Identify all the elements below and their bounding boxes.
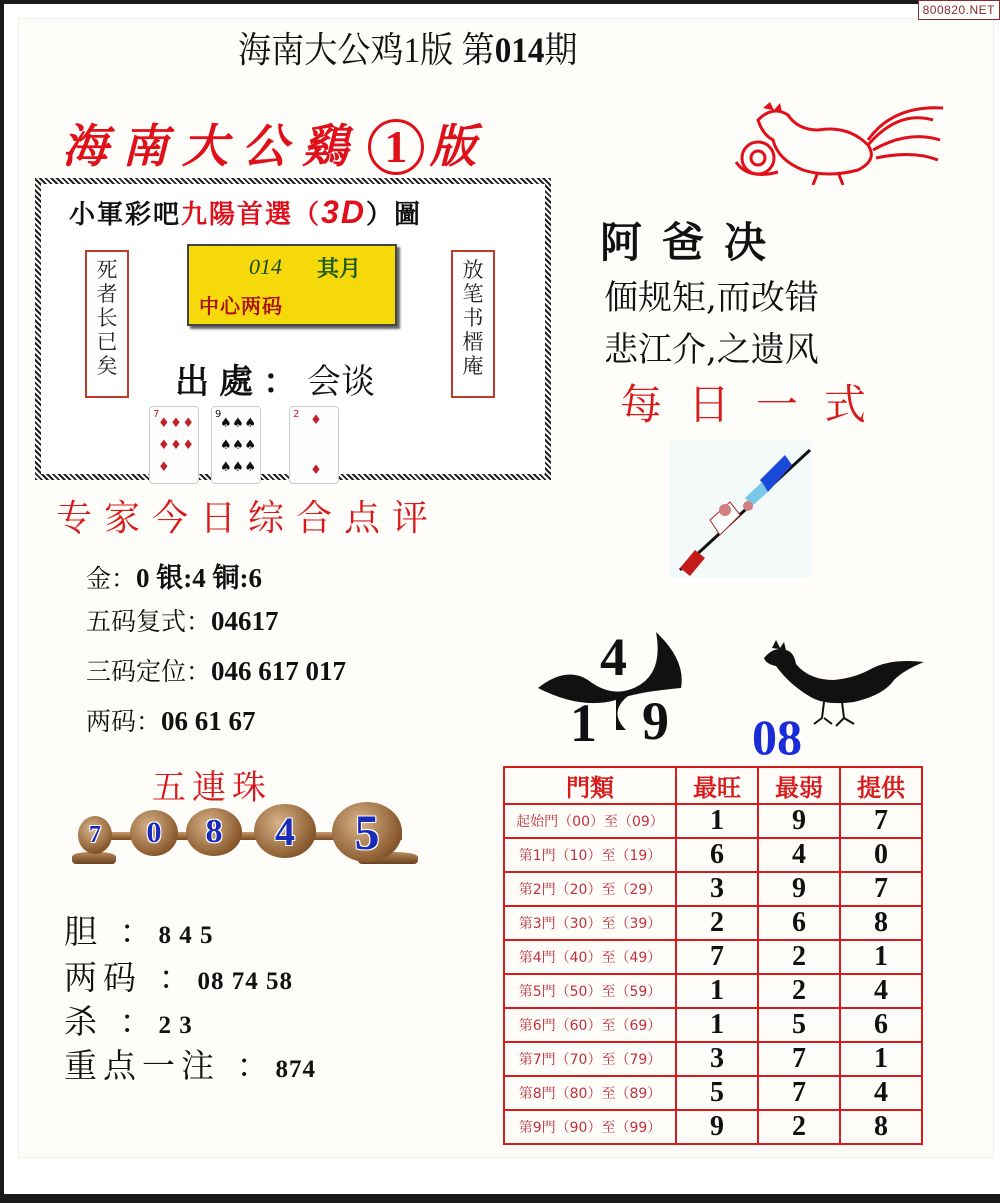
- playing-card-7-diamonds: [149, 406, 199, 484]
- row-label: 第3門（30）至（39）: [504, 906, 676, 940]
- door-category-table: [503, 766, 923, 1145]
- cartoon-illustration-icon: [670, 440, 812, 578]
- table-header-row: [504, 767, 922, 804]
- site-watermark: 800820.NET: [918, 0, 1000, 20]
- table-row: [504, 906, 922, 940]
- stat-label: 五码复式：: [86, 607, 212, 636]
- cell-hot: 2: [676, 906, 758, 940]
- source-line: [175, 354, 375, 403]
- verse-char: 榗: [462, 330, 484, 354]
- cell-hot: 5: [676, 1076, 758, 1110]
- five-code-line: [86, 602, 279, 638]
- yellow-center-two-code-box: [187, 244, 397, 326]
- pick-value: 08 74 58: [197, 968, 293, 995]
- cell-give: 1: [840, 940, 922, 974]
- verse-char: 长: [96, 306, 118, 330]
- verse-char: 放: [462, 258, 484, 282]
- stat-label: 两码：: [86, 707, 162, 736]
- source-value: 会谈: [307, 362, 375, 402]
- card-rank: 9: [215, 409, 222, 420]
- playing-card-9-spades: [211, 406, 261, 484]
- blue-lucky-number: 08: [752, 709, 802, 765]
- bead-digit: 4: [254, 804, 316, 858]
- row-label: 第9門（90）至（99）: [504, 1110, 676, 1144]
- table-row: [504, 804, 922, 838]
- cell-hot: 7: [676, 940, 758, 974]
- row-label: 第6門（60）至（69）: [504, 1008, 676, 1042]
- brand-suffix: 版: [430, 119, 490, 173]
- box3d-title-red: 九陽首選（: [181, 200, 322, 230]
- spade-pips-icon: ♠ ♠ ♠ ♠ ♠ ♠ ♠ ♠ ♠: [220, 416, 256, 475]
- pick-value: 2 3: [158, 1012, 193, 1039]
- col-header-hot: 最旺: [676, 767, 758, 804]
- col-header-give: 提供: [840, 767, 922, 804]
- poem-line-1: 偭规矩,而改错: [604, 278, 819, 318]
- cell-hot: 6: [676, 838, 758, 872]
- pick-key-bet: [64, 1040, 316, 1087]
- yellow-issue: 014: [249, 254, 282, 279]
- cell-hot: 1: [676, 974, 758, 1008]
- pick-dan: [64, 906, 214, 953]
- box3d-title: [69, 194, 422, 231]
- poem-line-2: 悲江介,之遗风: [604, 330, 819, 370]
- row-label: 第5門（50）至（59）: [504, 974, 676, 1008]
- stat-value: 06 61 67: [161, 706, 256, 736]
- issue-number: 014: [494, 30, 545, 70]
- pick-value: 8 4 5: [158, 922, 214, 949]
- stat-value: 046 617 017: [211, 656, 347, 686]
- three-code-line: [86, 652, 346, 688]
- cell-hot: 3: [676, 872, 758, 906]
- cell-give: 7: [840, 804, 922, 838]
- curve-number-left: 1: [570, 693, 597, 753]
- 3d-selection-box: [35, 178, 551, 480]
- cell-give: 8: [840, 1110, 922, 1144]
- cell-give: 6: [840, 1008, 922, 1042]
- cell-cold: 5: [758, 1008, 840, 1042]
- table-row: [504, 1008, 922, 1042]
- row-label: 第8門（80）至（89）: [504, 1076, 676, 1110]
- card-rank: 7: [153, 409, 160, 420]
- cell-cold: 6: [758, 906, 840, 940]
- cell-cold: 2: [758, 940, 840, 974]
- table-row: [504, 872, 922, 906]
- verse-char: 矣: [96, 354, 118, 378]
- playing-card-2-diamonds: [289, 406, 339, 484]
- bead-digit: 7: [78, 816, 112, 854]
- right-vertical-verse: [451, 250, 495, 398]
- cell-cold: 2: [758, 1110, 840, 1144]
- verse-char: 书: [462, 306, 484, 330]
- cell-give: 4: [840, 1076, 922, 1110]
- box3d-title-3d: 3D: [321, 194, 366, 230]
- source-label: 出處：: [175, 362, 307, 402]
- cell-cold: 2: [758, 974, 840, 1008]
- pick-kill: [64, 996, 193, 1043]
- box3d-title-end: ）圖: [365, 200, 422, 230]
- box3d-title-black: 小軍彩吧: [69, 200, 182, 230]
- verse-char: 死: [96, 258, 118, 282]
- yellow-qi: 其月: [317, 256, 362, 282]
- red-papercut-rooster-icon: [718, 100, 948, 185]
- cell-give: 4: [840, 974, 922, 1008]
- row-label: 第1門（10）至（19）: [504, 838, 676, 872]
- right-panel-heading: 阿爸决: [600, 218, 787, 267]
- verse-char: 者: [96, 282, 118, 306]
- brand-title: [62, 110, 490, 176]
- bead-digit: 0: [130, 810, 178, 856]
- stat-label: 金：: [86, 564, 137, 593]
- row-label: 第2門（20）至（29）: [504, 872, 676, 906]
- table-row: [504, 1042, 922, 1076]
- stat-value: 04617: [211, 606, 279, 636]
- pick-two-code: [64, 952, 293, 999]
- row-label: 第7門（70）至（79）: [504, 1042, 676, 1076]
- medal-line: [86, 556, 262, 595]
- bead-digit: 8: [186, 808, 242, 856]
- diamond-pips-icon: ♦ ♦: [310, 413, 322, 478]
- brand-circle-number: 1: [368, 119, 424, 175]
- stat-label: 三码定位：: [86, 657, 212, 686]
- pick-label: 两码 ：: [64, 958, 198, 997]
- cell-give: 7: [840, 872, 922, 906]
- verse-char: 已: [96, 330, 118, 354]
- cell-cold: 7: [758, 1042, 840, 1076]
- curve-number-right: 9: [642, 691, 669, 751]
- daily-formula-title: 每日一式: [620, 380, 893, 429]
- card-rank: 2: [293, 409, 300, 420]
- col-header-category: 門類: [504, 767, 676, 804]
- brand-name: 海南大公鷄: [62, 119, 362, 173]
- verse-char: 庵: [462, 354, 484, 378]
- verse-char: 笔: [462, 282, 484, 306]
- cell-hot: 1: [676, 804, 758, 838]
- table-row: [504, 974, 922, 1008]
- row-label: 第4門（40）至（49）: [504, 940, 676, 974]
- page-title: [238, 22, 578, 73]
- cell-give: 1: [840, 1042, 922, 1076]
- row-label: 起始門（00）至（09）: [504, 804, 676, 838]
- col-header-cold: 最弱: [758, 767, 840, 804]
- bead-digit: 5: [332, 802, 402, 862]
- cell-hot: 1: [676, 1008, 758, 1042]
- cell-cold: 9: [758, 804, 840, 838]
- five-beads-title: 五連珠: [152, 768, 272, 808]
- yellow-label: 中心两码: [199, 294, 283, 318]
- two-code-line: [86, 702, 256, 738]
- pick-label: 重点一注 ：: [64, 1046, 276, 1085]
- five-beads-graphic: [72, 802, 422, 872]
- diamond-pips-icon: ♦ ♦ ♦ ♦ ♦ ♦ ♦: [158, 416, 194, 475]
- table-row: [504, 838, 922, 872]
- table-row: [504, 1110, 922, 1144]
- cell-give: 0: [840, 838, 922, 872]
- cell-give: 8: [840, 906, 922, 940]
- expert-review-title: 专家今日综合点评: [56, 498, 441, 539]
- title-suffix: 期: [544, 30, 578, 70]
- table-row: [504, 1076, 922, 1110]
- pick-value: 874: [275, 1056, 316, 1083]
- pick-label: 杀 ：: [64, 1002, 159, 1041]
- table-row: [504, 940, 922, 974]
- curve-number-top: 4: [600, 627, 627, 687]
- cell-cold: 4: [758, 838, 840, 872]
- cell-hot: 9: [676, 1110, 758, 1144]
- pick-label: 胆 ：: [64, 912, 159, 951]
- title-prefix: 海南大公鸡1版 第: [238, 30, 495, 70]
- cell-cold: 9: [758, 872, 840, 906]
- cell-cold: 7: [758, 1076, 840, 1110]
- stat-value: 0 银:4 铜:6: [136, 563, 262, 593]
- left-vertical-verse: [85, 250, 129, 398]
- cell-hot: 3: [676, 1042, 758, 1076]
